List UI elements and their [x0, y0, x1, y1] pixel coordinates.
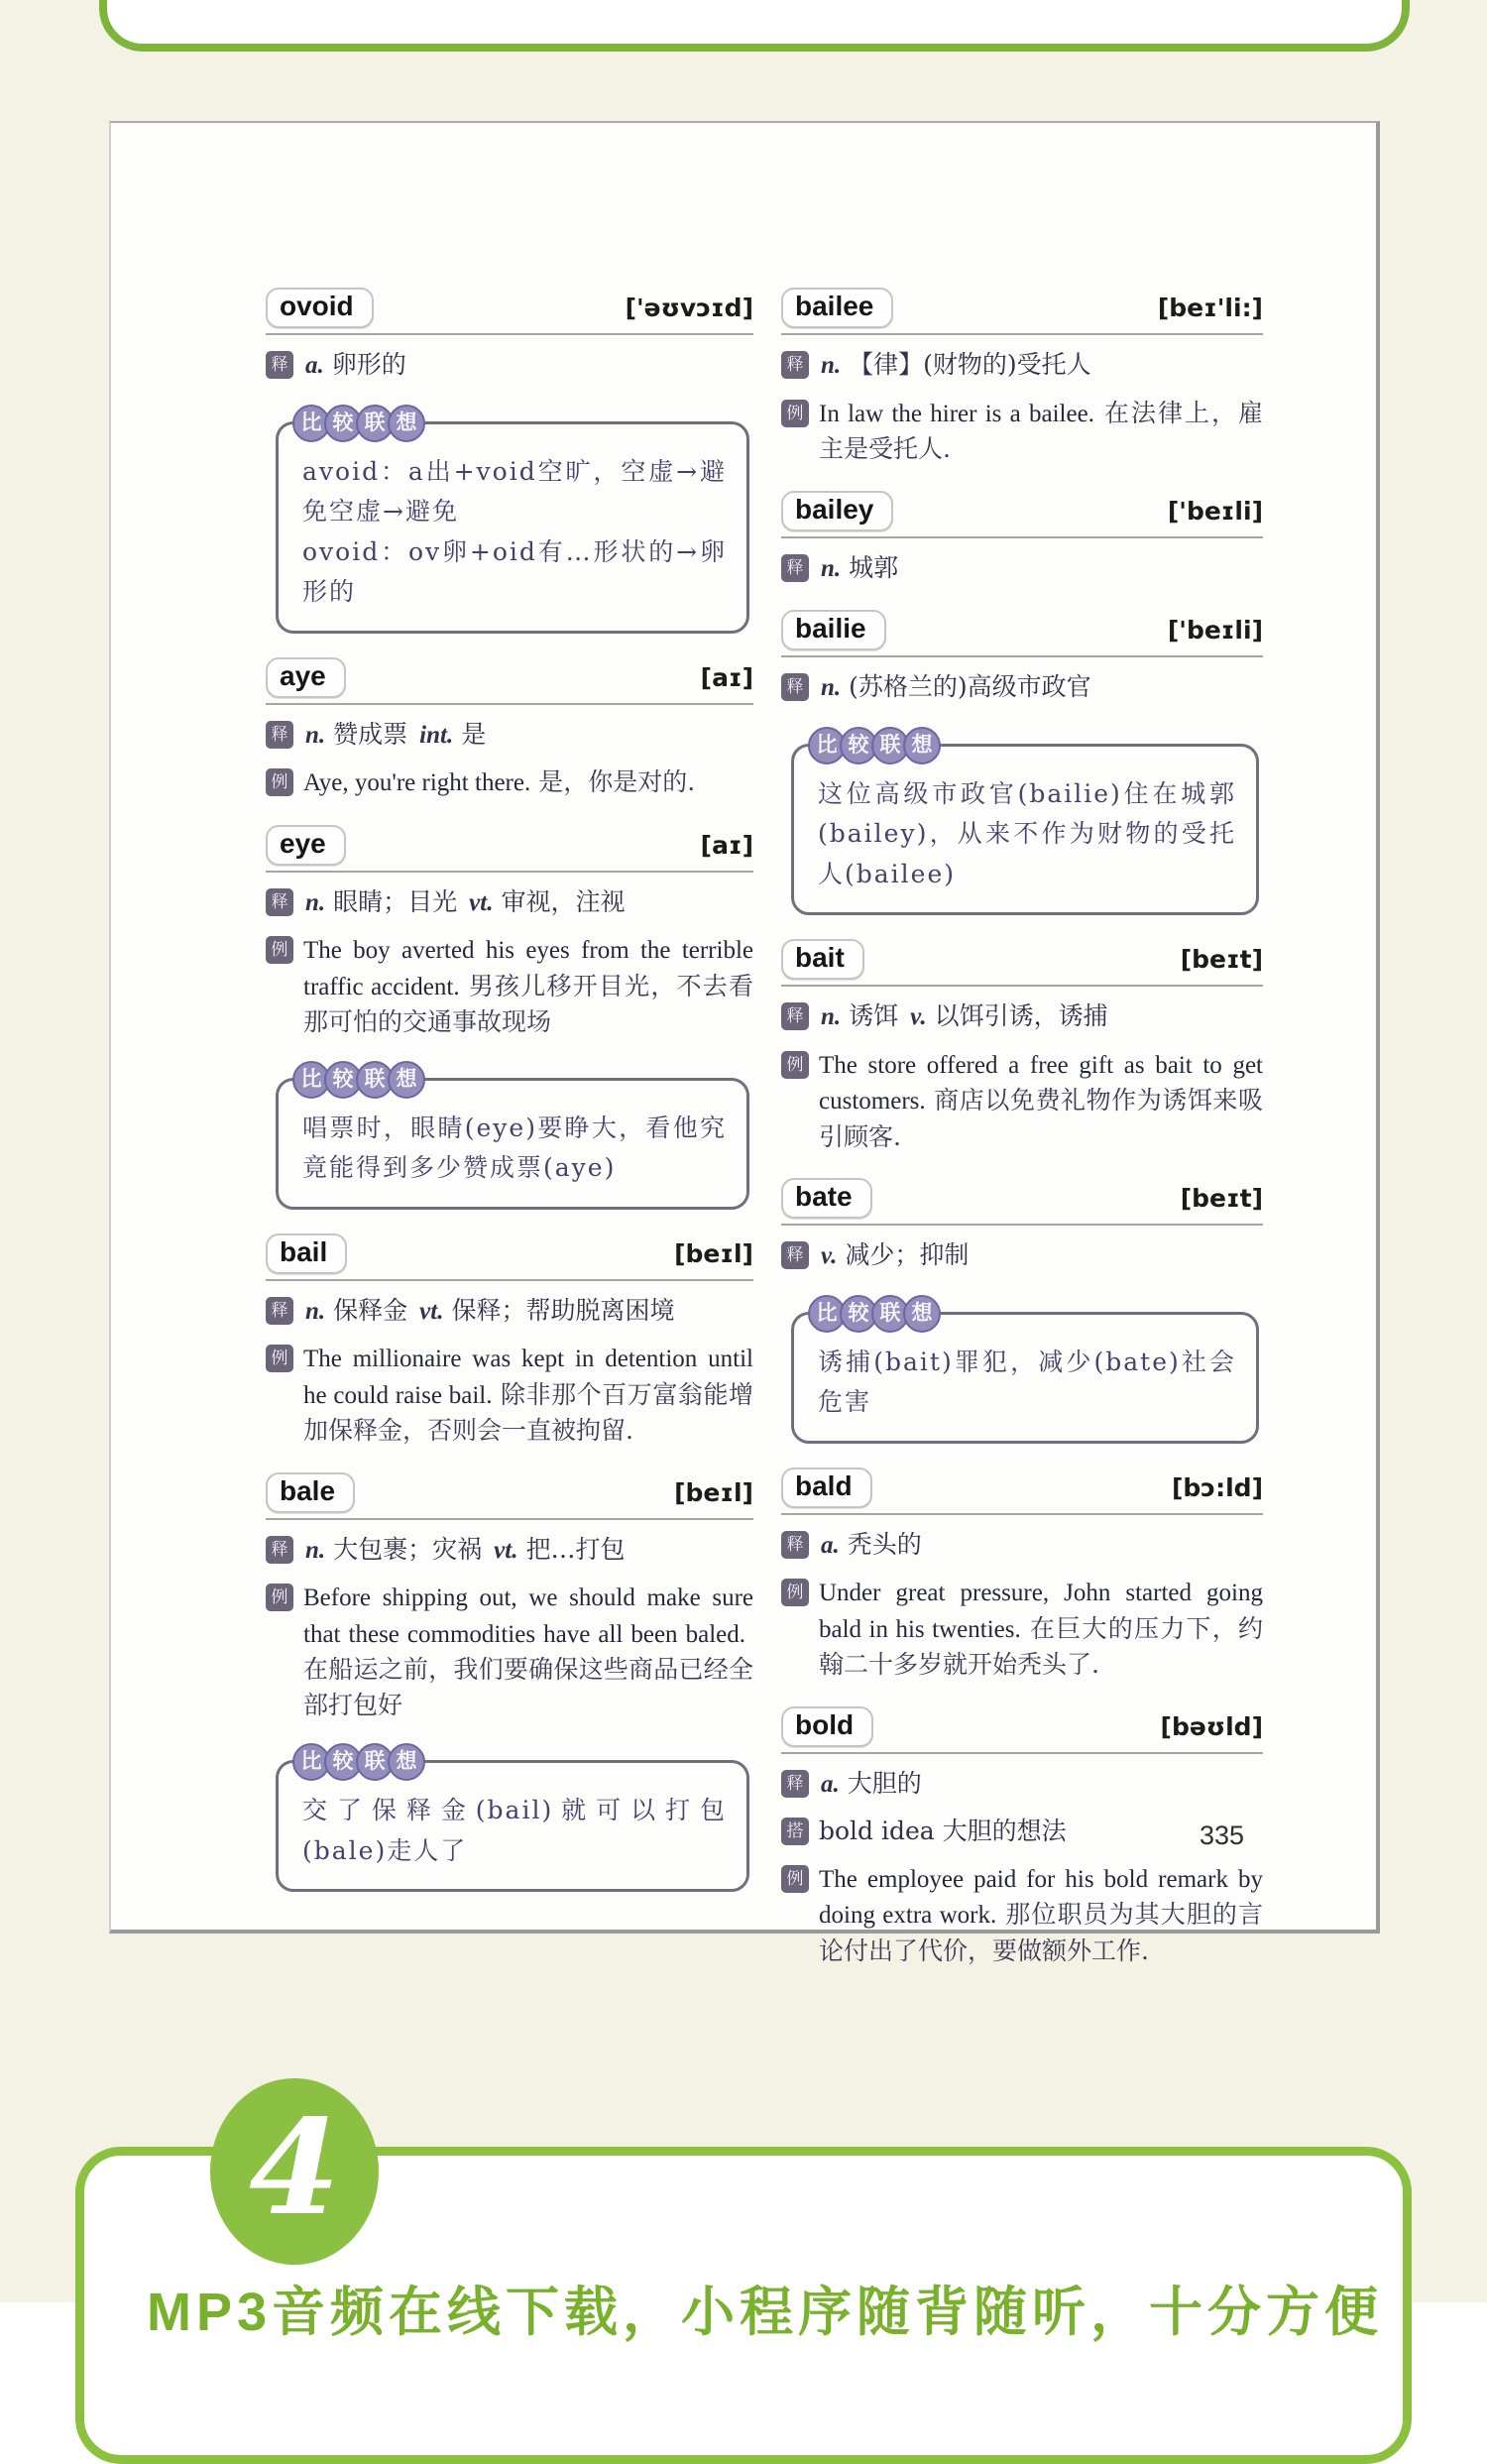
headword: bail: [266, 1233, 347, 1274]
example-chinese: 除非那个百万富翁能增加保释金，否则会一直被拘留.: [303, 1379, 753, 1445]
headword-row: [781, 1706, 1263, 1754]
example-chinese: 那位职员为其大胆的言论付出了代价，要做额外工作.: [819, 1900, 1263, 1965]
dictionary-entry: [781, 1706, 1263, 1969]
phonetic-transcription: [beɪt]: [1180, 1184, 1263, 1213]
definition-text: 是: [461, 719, 487, 749]
compare-label-badge: 联: [356, 1061, 394, 1099]
definition-text: 眼睛；目光: [333, 886, 458, 916]
compare-label-badge: 想: [388, 1743, 425, 1781]
compare-association-box: [276, 411, 749, 634]
definition-text: 保释；帮助脱离困境: [451, 1295, 675, 1325]
definition-text: 把…打包: [525, 1534, 626, 1564]
example-row: [266, 1341, 753, 1449]
compare-label-badge: 想: [903, 727, 941, 764]
compare-text: ovoid：ov卵+oid有…形状的→卵形的: [302, 536, 727, 606]
headword: bailey: [781, 491, 893, 531]
example-text: [303, 764, 695, 801]
compare-association-box: [276, 1750, 749, 1892]
compare-label-badge: 联: [871, 1295, 909, 1333]
headword-row: [266, 1233, 753, 1281]
compare-label-badge: 联: [356, 405, 394, 442]
example-icon: 例: [781, 400, 809, 427]
def-text: [819, 347, 1101, 384]
compare-label-badge: 比: [808, 727, 846, 764]
def-row: [266, 884, 753, 921]
def-text: [303, 1532, 634, 1569]
def-row: [781, 1237, 1263, 1274]
def-text: [819, 1766, 932, 1803]
phonetic-transcription: [beɪt]: [1180, 945, 1263, 974]
compare-label-badge: 联: [356, 1743, 394, 1781]
def-icon: 释: [266, 351, 293, 379]
definition-text: 大胆的: [847, 1768, 922, 1798]
example-icon: 例: [266, 1584, 293, 1611]
part-of-speech: int.: [419, 721, 454, 749]
example-row: [781, 1575, 1263, 1683]
def-row: [781, 550, 1263, 587]
definition-text: 以饵引诱，诱捕: [934, 1001, 1108, 1030]
definition-text: 秃头的: [847, 1529, 922, 1559]
part-of-speech: v.: [821, 1242, 838, 1269]
phonetic-transcription: ['beɪli]: [1167, 496, 1263, 526]
headword-row: [266, 657, 753, 705]
example-icon: 例: [781, 1051, 809, 1079]
page-number: 335: [1200, 1820, 1245, 1850]
headword-row: [781, 1467, 1263, 1515]
example-english: The employee paid for his bold remark by doing extra work.: [819, 1865, 1263, 1929]
part-of-speech: n.: [821, 352, 842, 379]
example-row: [266, 932, 753, 1040]
example-text: [819, 1575, 1263, 1683]
def-icon: 释: [781, 554, 809, 582]
dictionary-entry: [266, 657, 753, 801]
example-english: The millionaire was kept in detention until he could raise bail.: [303, 1346, 753, 1409]
def-row: [781, 998, 1263, 1035]
compare-label-badge: 比: [292, 1061, 330, 1099]
def-row: [266, 1293, 753, 1330]
example-icon: 例: [266, 768, 293, 796]
headword: bald: [781, 1467, 872, 1508]
chapter-number: 4: [249, 2091, 340, 2245]
part-of-speech: n.: [821, 1003, 842, 1030]
def-text: [303, 347, 416, 384]
def-icon: 释: [781, 351, 809, 379]
compare-text: 交了保释金(bail)就可以打包(bale)走人了: [302, 1796, 727, 1865]
phonetic-transcription: [beɪl]: [674, 1477, 753, 1507]
def-row: [266, 347, 753, 384]
example-row: [266, 764, 753, 801]
compare-association-label: [292, 1743, 419, 1781]
example-text: [819, 1861, 1263, 1969]
dictionary-entry: [266, 1233, 753, 1449]
dictionary-entry: [781, 1467, 1263, 1683]
definition-text: 城郭: [849, 552, 899, 582]
compare-association-label: [808, 1295, 935, 1333]
example-english: The boy averted his eyes from the terrible traffic accident.: [303, 937, 753, 1000]
def-text: [303, 1293, 684, 1330]
part-of-speech: vt.: [494, 1536, 518, 1564]
def-row: [781, 669, 1263, 706]
dictionary-entry: [781, 939, 1263, 1154]
compare-text: 诱捕(bait)罪犯，减少(bate)社会危害: [818, 1347, 1236, 1416]
compare-label-badge: 较: [324, 405, 362, 442]
def-text: [303, 717, 496, 754]
phonetic-transcription: [aɪ]: [700, 830, 753, 860]
part-of-speech: a.: [821, 1770, 840, 1798]
headword-row: [781, 1178, 1263, 1226]
part-of-speech: n.: [305, 1297, 326, 1325]
headword: bale: [266, 1472, 355, 1513]
compare-label-badge: 想: [388, 1061, 425, 1099]
example-chinese: 男孩儿移开目光，不去看那可怕的交通事故现场: [303, 971, 753, 1036]
part-of-speech: n.: [821, 554, 842, 582]
headword-row: [266, 825, 753, 873]
dictionary-entry: [266, 288, 753, 634]
headword-row: [266, 288, 753, 335]
phonetic-transcription: ['beɪli]: [1167, 616, 1263, 645]
colloc-text: [819, 1814, 1077, 1849]
def-row: [781, 1766, 1263, 1803]
def-icon: 释: [266, 1297, 293, 1325]
compare-association-box: [791, 733, 1259, 916]
compare-label-badge: 想: [388, 405, 425, 442]
def-row: [266, 1532, 753, 1569]
compare-label-badge: 较: [324, 1743, 362, 1781]
example-english: Aye, you're right there.: [303, 769, 531, 796]
colloc-icon: 搭: [781, 1818, 809, 1845]
example-chinese: 在船运之前，我们要确保这些商品已经全部打包好: [303, 1655, 753, 1719]
definition-text: 保释金: [333, 1295, 408, 1325]
example-text: [303, 1341, 753, 1449]
example-row: [266, 1580, 753, 1722]
example-text: [303, 932, 753, 1040]
book-page: [109, 121, 1380, 1965]
headword-row: [781, 939, 1263, 987]
def-icon: 释: [781, 1241, 809, 1269]
phonetic-transcription: [bɔ:ld]: [1171, 1472, 1263, 1502]
phonetic-transcription: [aɪ]: [700, 662, 753, 692]
part-of-speech: vt.: [419, 1297, 444, 1325]
definition-text: 诱饵: [849, 1001, 899, 1030]
dictionary-entry: [781, 288, 1263, 467]
def-icon: 释: [266, 1536, 293, 1564]
phonetic-transcription: [beɪl]: [674, 1238, 753, 1268]
phonetic-transcription: [beɪ'li:]: [1157, 293, 1263, 322]
compare-label-badge: 比: [292, 1743, 330, 1781]
collocation-text: bold idea 大胆的想法: [819, 1817, 1067, 1845]
def-text: [819, 1527, 932, 1564]
headword: bate: [781, 1178, 872, 1219]
definition-text: 赞成票: [333, 719, 408, 749]
definition-text: 减少；抑制: [845, 1240, 970, 1269]
compare-label-badge: 较: [840, 1295, 877, 1333]
example-icon: 例: [781, 1579, 809, 1606]
example-row: [781, 1861, 1263, 1969]
def-icon: 释: [781, 1531, 809, 1559]
example-text: [819, 396, 1263, 467]
headword: ovoid: [266, 288, 374, 328]
headword-row: [781, 491, 1263, 538]
def-icon: 释: [781, 1002, 809, 1030]
example-row: [781, 1047, 1263, 1155]
dictionary-entry: [781, 1178, 1263, 1444]
phonetic-transcription: ['əʊvɔɪd]: [625, 293, 753, 322]
def-icon: 释: [781, 673, 809, 701]
definition-text: (苏格兰的)高级市政官: [849, 672, 1091, 701]
compare-text: 这位高级市政官(bailie)住在城郭(bailey)，从来不作为财物的受托人(bailee): [818, 778, 1236, 888]
example-icon: 例: [266, 936, 293, 964]
example-chinese: 在巨大的压力下，约翰二十多岁就开始秃头了.: [819, 1613, 1263, 1679]
part-of-speech: v.: [910, 1003, 927, 1030]
def-text: [819, 669, 1101, 706]
compare-association-label: [808, 727, 935, 764]
compare-label-badge: 较: [324, 1061, 362, 1099]
phonetic-transcription: [bəʊld]: [1160, 1711, 1263, 1741]
headword: aye: [266, 657, 346, 698]
compare-text: 唱票时，眼睛(eye)要睁大，看他究竟能得到多少赞成票(aye): [302, 1113, 727, 1182]
headword: bold: [781, 1706, 873, 1747]
headword: bailie: [781, 610, 886, 650]
part-of-speech: n.: [305, 888, 326, 916]
example-english: In law the hirer is a bailee.: [819, 400, 1094, 427]
column-right: [781, 288, 1263, 1992]
def-text: [819, 998, 1118, 1035]
definition-text: 审视，注视: [501, 886, 626, 916]
def-text: [819, 1237, 978, 1274]
definition-text: 【律】(财物的)受托人: [849, 350, 1091, 379]
dictionary-entry: [781, 491, 1263, 587]
def-icon: 释: [266, 721, 293, 749]
headword: eye: [266, 825, 346, 866]
colloc-row: [781, 1814, 1263, 1849]
part-of-speech: n.: [305, 1536, 326, 1564]
example-chinese: 是，你是对的.: [538, 767, 696, 796]
example-icon: 例: [781, 1865, 809, 1893]
example-text: [819, 1047, 1263, 1155]
compare-label-badge: 较: [840, 727, 877, 764]
part-of-speech: vt.: [469, 888, 494, 916]
headword-row: [266, 1472, 753, 1520]
part-of-speech: a.: [305, 352, 324, 379]
chapter-number-badge: [210, 2078, 379, 2265]
top-page-frame: [99, 0, 1410, 52]
compare-label-badge: 比: [808, 1295, 846, 1333]
example-row: [781, 396, 1263, 467]
dictionary-entry: [266, 825, 753, 1210]
footer-caption: MP3音频在线下载，小程序随背随听，十分方便: [147, 2283, 1384, 2342]
example-english: Under great pressure, John started going bald in his twenties.: [819, 1580, 1263, 1643]
def-row: [781, 347, 1263, 384]
def-icon: 释: [781, 1770, 809, 1798]
compare-association-label: [292, 405, 419, 442]
compare-label-badge: 想: [903, 1295, 941, 1333]
part-of-speech: n.: [305, 721, 326, 749]
headword-row: [781, 288, 1263, 335]
compare-association-label: [292, 1061, 419, 1099]
compare-text: avoid：a出+void空旷，空虚→避免空虚→避免: [302, 456, 727, 526]
example-english: The store offered a free gift as bait to get customers.: [819, 1051, 1263, 1115]
headword: bait: [781, 939, 864, 980]
def-row: [781, 1527, 1263, 1564]
headword-row: [781, 610, 1263, 657]
example-text: [303, 1580, 753, 1722]
definition-text: 卵形的: [331, 350, 406, 379]
example-chinese: 商店以免费礼物作为诱饵来吸引顾客.: [819, 1086, 1263, 1151]
column-left: [266, 288, 753, 1916]
compare-association-box: [276, 1067, 749, 1210]
headword: bailee: [781, 288, 893, 328]
example-chinese: 在法律上，雇主是受托人.: [819, 398, 1263, 463]
compare-label-badge: 联: [871, 727, 909, 764]
example-english: Before shipping out, we should make sure that these commodities have all been baled.: [303, 1584, 753, 1648]
def-row: [266, 717, 753, 754]
dictionary-entry: [781, 610, 1263, 915]
dictionary-entry: [266, 1472, 753, 1893]
def-text: [819, 550, 908, 587]
compare-association-box: [791, 1301, 1259, 1444]
example-icon: 例: [266, 1345, 293, 1372]
def-text: [303, 884, 634, 921]
compare-label-badge: 比: [292, 405, 330, 442]
part-of-speech: a.: [821, 1531, 840, 1559]
def-icon: 释: [266, 888, 293, 916]
part-of-speech: n.: [821, 674, 842, 701]
definition-text: 大包裹；灾祸: [333, 1534, 483, 1564]
